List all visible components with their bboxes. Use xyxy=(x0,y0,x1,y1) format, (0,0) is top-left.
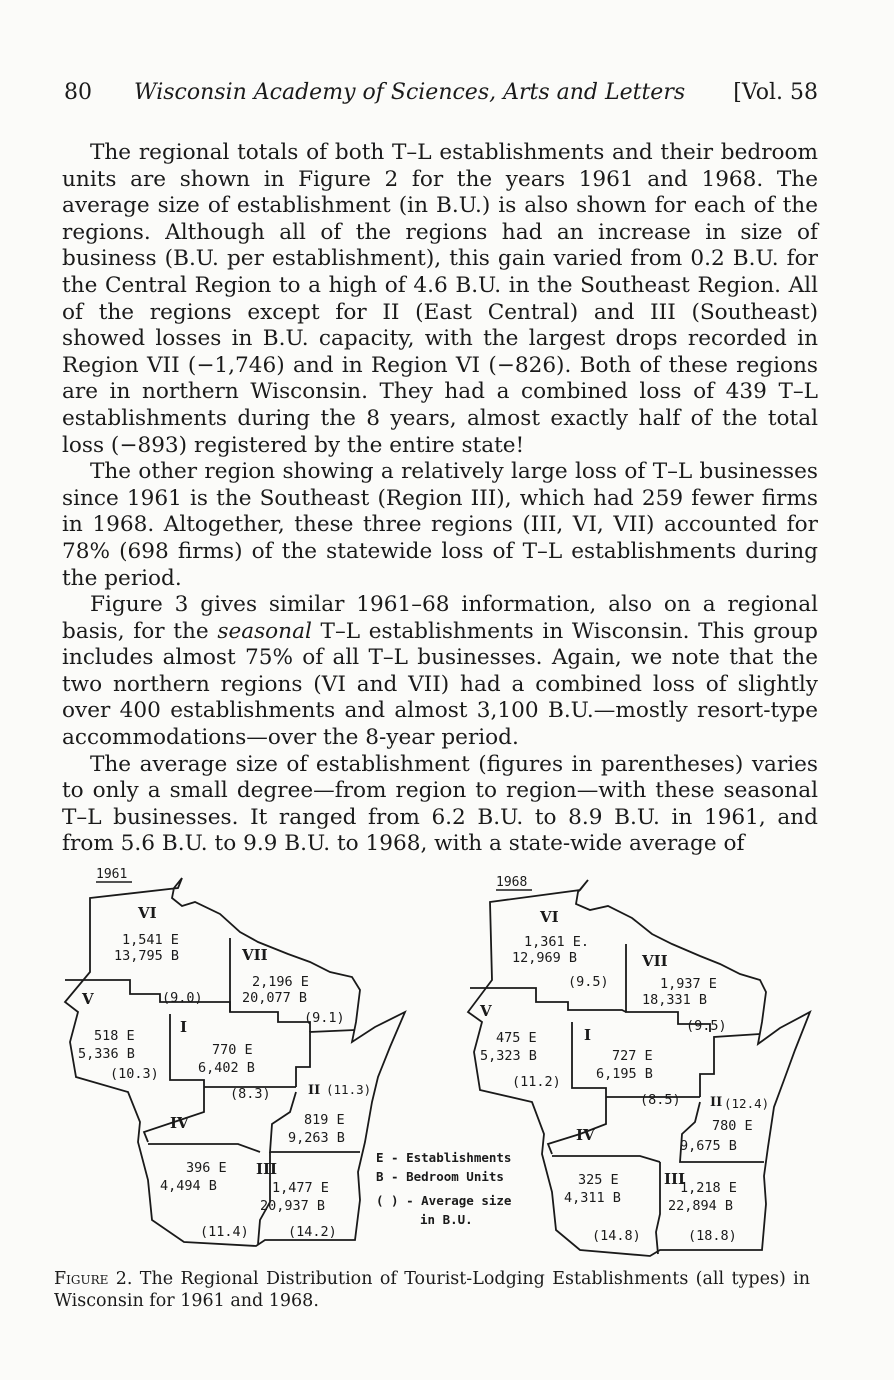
region-e-1968-v: 475 E xyxy=(496,1030,537,1046)
region-numeral-1968-iii: III xyxy=(664,1170,686,1188)
region-e-1961-vii: 2,196 E xyxy=(252,974,309,990)
region-avg-1961-vi: (9.0) xyxy=(162,990,203,1006)
legend-bedroom-units: B - Bedroom Units xyxy=(376,1169,504,1184)
region-b-1968-v: 5,323 B xyxy=(480,1048,537,1064)
region-avg-1961-v: (10.3) xyxy=(110,1066,159,1082)
region-numeral-1968-ii: II xyxy=(710,1095,723,1110)
legend-average-size: ( ) - Average size xyxy=(376,1193,512,1208)
paragraph-3-a: Figure 3 gives similar 1961–68 information, also on a regional basis, for the xyxy=(62,592,818,644)
map-1968-year: 1968 xyxy=(496,875,528,890)
page-number: 80 xyxy=(64,80,92,105)
volume-label: [Vol. 58 xyxy=(733,80,818,105)
region-b-1968-i: 6,195 B xyxy=(596,1066,653,1082)
region-avg-1961-i: (8.3) xyxy=(230,1086,271,1102)
region-b-1961-vii: 20,077 B xyxy=(242,990,308,1006)
map-1961-labels xyxy=(78,867,371,1240)
region-numeral-1968-vii: VII xyxy=(642,952,668,970)
region-b-1968-vii: 18,331 B xyxy=(642,992,708,1008)
region-e-1961-vi: 1,541 E xyxy=(122,932,179,948)
region-avg-1968-iii: (18.8) xyxy=(688,1228,737,1244)
region-e-1968-iv: 325 E xyxy=(578,1172,619,1188)
figure-caption xyxy=(54,1268,810,1312)
region-numeral-1961-ii: II xyxy=(308,1083,321,1098)
region-avg-1961-iii: (14.2) xyxy=(288,1224,337,1240)
region-e-1968-iii: 1,218 E xyxy=(680,1180,737,1196)
region-b-1968-iv: 4,311 B xyxy=(564,1190,621,1206)
region-e-1961-i: 770 E xyxy=(212,1042,253,1058)
region-numeral-1961-v: V xyxy=(82,990,94,1008)
paragraph-3-emphasis: seasonal xyxy=(217,618,312,644)
region-b-1961-vi: 13,795 B xyxy=(114,948,180,964)
region-b-1961-iv: 4,494 B xyxy=(160,1178,217,1194)
region-e-1961-v: 518 E xyxy=(94,1028,135,1044)
figure-caption-label: Figure 2. xyxy=(54,1269,133,1289)
region-b-1961-v: 5,336 B xyxy=(78,1046,135,1062)
region-numeral-1968-vi: VI xyxy=(540,908,559,926)
region-avg-1961-iv: (11.4) xyxy=(200,1224,249,1240)
region-e-1961-ii: 819 E xyxy=(304,1112,345,1128)
region-avg-1968-iv: (14.8) xyxy=(592,1228,641,1244)
region-b-1968-ii: 9,675 B xyxy=(680,1138,737,1154)
region-avg-1968-v: (11.2) xyxy=(512,1074,561,1090)
journal-title: Wisconsin Academy of Sciences, Arts and Letters xyxy=(134,80,686,105)
figure-2 xyxy=(60,862,830,1257)
region-numeral-1968-iv: IV xyxy=(576,1126,595,1144)
paragraph-3 xyxy=(62,592,818,752)
region-avg-1968-ii: (12.4) xyxy=(724,1096,770,1111)
region-b-1961-ii: 9,263 B xyxy=(288,1130,345,1146)
region-numeral-1968-i: I xyxy=(584,1026,592,1044)
region-e-1968-i: 727 E xyxy=(612,1048,653,1064)
region-e-1968-vii: 1,937 E xyxy=(660,976,717,992)
map-legend xyxy=(376,1150,512,1227)
region-b-1968-iii: 22,894 B xyxy=(668,1198,734,1214)
region-numeral-1961-vi: VI xyxy=(138,904,157,922)
page-header xyxy=(64,80,824,112)
figure-caption-text: The Regional Distribution of Tourist-Lodging Establishments (all types) in Wisconsin for 1961 and 1968. xyxy=(54,1269,810,1311)
map-1968-labels xyxy=(479,875,769,1244)
region-numeral-1968-v: V xyxy=(480,1002,492,1020)
body-text xyxy=(62,140,818,858)
region-e-1968-vi: 1,361 E. xyxy=(524,934,590,950)
region-b-1968-vi: 12,969 B xyxy=(512,950,578,966)
region-numeral-1961-iii: III xyxy=(256,1160,278,1178)
region-avg-1961-ii: (11.3) xyxy=(326,1082,372,1097)
paragraph-1: The regional totals of both T–L establishments and their bedroom units are shown in Figure 2 for the years 1961 and 1968. The average size of establishment (in B.U.) is also shown for each of the regions. Although all of the regions had an increase in size of business (B.U. per establishment), this gain varied from 0.2 B.U. for the Central Region to a high of 4.6 B.U. in the Southeast Region. All of the regions except for II (East Central) and III (Southeast) showed losses in B.U. capacity, with the largest drops recorded in Region VII (−1,746) and in Region VI (−826). Both of these regions are in northern Wisconsin. They had a combined loss of 439 T–L establishments during the 8 years, almost exactly half of the total loss (−893) registered by the entire state! xyxy=(62,140,818,458)
region-avg-1961-vii: (9.1) xyxy=(304,1010,345,1026)
region-e-1961-iv: 396 E xyxy=(186,1160,227,1176)
region-numeral-1961-i: I xyxy=(180,1018,188,1036)
region-avg-1968-vi: (9.5) xyxy=(568,974,609,990)
paragraph-3-b: T–L establishments in Wisconsin. This group includes almost 75% of all T–L businesses. Again, we note that the two northern regions (VI and VII) had a combined loss of slightly over 400 establishments and almost 3,100 B.U.—mostly resort-type accommodations—over the 8-year period. xyxy=(62,618,819,751)
region-e-1968-ii: 780 E xyxy=(712,1118,753,1134)
region-numeral-1961-iv: IV xyxy=(170,1114,189,1132)
region-avg-1968-i: (8.5) xyxy=(640,1092,681,1108)
paragraph-4: The average size of establishment (figures in parentheses) varies to only a small degree—from region to region—with these seasonal T–L businesses. It ranged from 6.2 B.U. to 8.9 B.U. in 1961, and from 5.6 B.U. to 9.9 B.U. to 1968, with a state-wide average of xyxy=(62,751,818,857)
legend-establishments: E - Establishments xyxy=(376,1150,512,1165)
region-avg-1968-vii: (9.5) xyxy=(686,1018,727,1034)
figure-maps xyxy=(60,862,830,1257)
region-e-1961-iii: 1,477 E xyxy=(272,1180,329,1196)
legend-average-size-unit: in B.U. xyxy=(420,1212,473,1227)
map-1961-year: 1961 xyxy=(96,867,128,882)
region-numeral-1961-vii: VII xyxy=(242,946,268,964)
paragraph-2: The other region showing a relatively large loss of T–L businesses since 1961 is the Southeast (Region III), which had 259 fewer firms in 1968. Altogether, these three regions (III, VI, VII) accounted for 78% (698 firms) of the statewide loss of T–L establishments during the period. xyxy=(62,459,818,591)
region-b-1961-i: 6,402 B xyxy=(198,1060,255,1076)
region-b-1961-iii: 20,937 B xyxy=(260,1198,326,1214)
